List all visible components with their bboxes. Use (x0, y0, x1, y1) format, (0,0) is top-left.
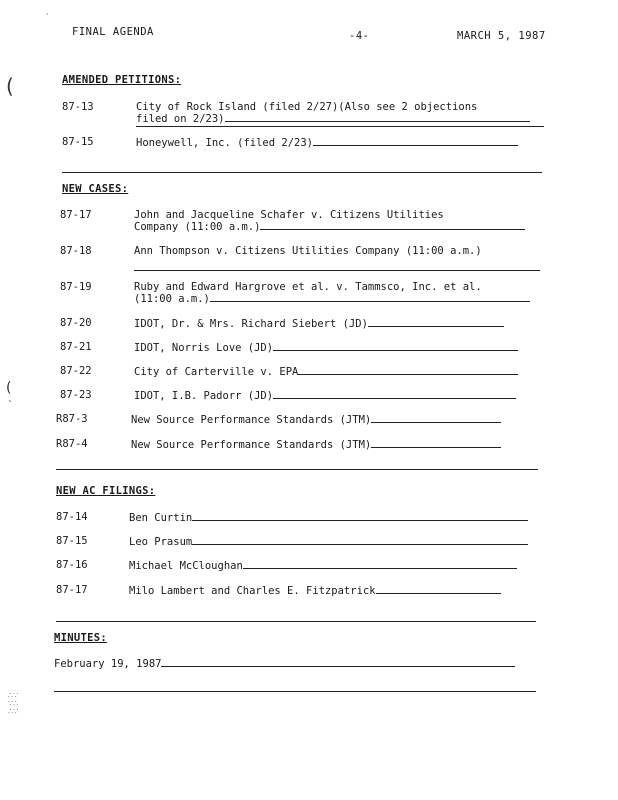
case-title: New Source Performance Standards (JTM) (131, 413, 501, 426)
case-title: John and Jacqueline Schafer v. Citizens Utilities (134, 209, 444, 221)
case-title-continued: Company (11:00 a.m.) (134, 220, 525, 233)
docket-number: 87-17 (60, 209, 92, 221)
entry-underline (134, 270, 540, 271)
docket-number: 87-18 (60, 245, 92, 257)
docket-number: 87-20 (60, 317, 92, 329)
case-title: Ann Thompson v. Citizens Utilities Company (11:00 a.m.) (134, 245, 482, 257)
header-date: MARCH 5, 1987 (457, 30, 546, 42)
filer-name: Ben Curtin (129, 511, 528, 524)
docket-number: 87-14 (56, 511, 88, 523)
margin-smudge-mark: ∴∵ ∵∴ ∴∵ (8, 691, 19, 716)
margin-tick-mark: ` (8, 400, 13, 411)
entry-underline (136, 126, 544, 127)
docket-number: 87-21 (60, 341, 92, 353)
docket-number: 87-16 (56, 559, 88, 571)
margin-dot-mark: · (46, 10, 49, 19)
docket-number: 87-15 (62, 136, 94, 148)
case-title: IDOT, I.B. Padorr (JD) (134, 389, 516, 402)
filer-name: Michael McCloughan (129, 559, 517, 572)
case-title-continued: filed on 2/23) (136, 112, 530, 125)
header-title: FINAL AGENDA (72, 26, 154, 38)
section-title-minutes: MINUTES: (54, 632, 107, 644)
minutes-entry: February 19, 1987 (54, 657, 515, 670)
case-title: IDOT, Norris Love (JD) (134, 341, 518, 354)
case-title: IDOT, Dr. & Mrs. Richard Siebert (JD) (134, 317, 504, 330)
section-divider (54, 691, 536, 692)
section-divider (62, 172, 542, 173)
case-title: Ruby and Edward Hargrove et al. v. Tammsco, Inc. et al. (134, 281, 482, 293)
docket-number: 87-19 (60, 281, 92, 293)
docket-number: 87-23 (60, 389, 92, 401)
page-number: -4- (349, 30, 370, 42)
docket-number: 87-17 (56, 584, 88, 596)
margin-bracket-mark: ( (6, 74, 14, 98)
docket-number: R87-4 (56, 438, 88, 450)
docket-number: R87-3 (56, 413, 88, 425)
section-divider (56, 621, 536, 622)
docket-number: 87-15 (56, 535, 88, 547)
filer-name: Leo Prasum (129, 535, 528, 548)
filer-name: Milo Lambert and Charles E. Fitzpatrick (129, 584, 501, 597)
case-title: City of Carterville v. EPA (134, 365, 518, 378)
case-title-continued: (11:00 a.m.) (134, 292, 530, 305)
docket-number: 87-22 (60, 365, 92, 377)
section-title-new-ac-filings: NEW AC FILINGS: (56, 485, 156, 497)
margin-bracket-mark: ( (6, 380, 12, 396)
docket-number: 87-13 (62, 101, 94, 113)
section-title-new-cases: NEW CASES: (62, 183, 129, 195)
case-title: City of Rock Island (filed 2/27)(Also see 2 objections (136, 101, 478, 113)
case-title: Honeywell, Inc. (filed 2/23) (136, 136, 518, 149)
section-title-amended-petitions: AMENDED PETITIONS: (62, 74, 182, 86)
section-divider (56, 469, 538, 470)
case-title: New Source Performance Standards (JTM) (131, 438, 501, 451)
